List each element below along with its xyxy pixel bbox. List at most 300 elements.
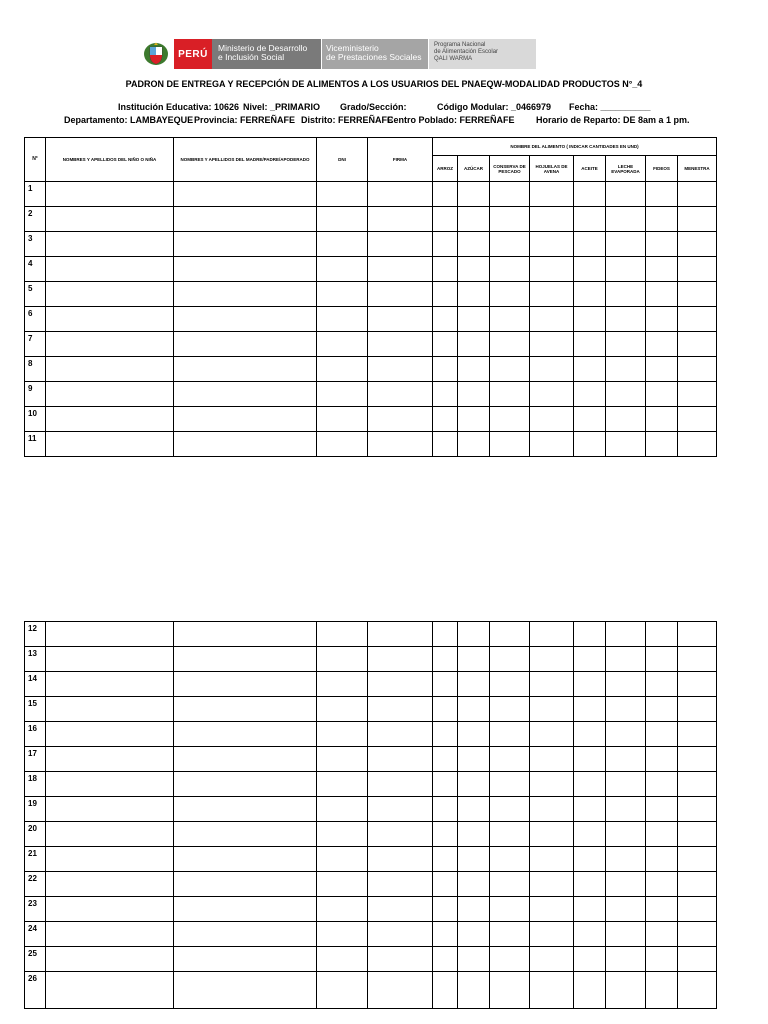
entry-cell[interactable] [433,897,458,922]
entry-cell[interactable] [317,922,368,947]
entry-cell[interactable] [433,182,458,207]
entry-cell[interactable] [317,772,368,797]
entry-cell[interactable] [458,622,490,647]
entry-cell[interactable] [678,897,717,922]
entry-cell[interactable] [317,872,368,897]
entry-cell[interactable] [574,922,606,947]
entry-cell[interactable] [646,872,678,897]
entry-cell[interactable] [530,972,574,1009]
entry-cell[interactable] [46,922,174,947]
entry-cell[interactable] [458,897,490,922]
entry-cell[interactable] [368,622,433,647]
entry-cell[interactable] [490,797,530,822]
entry-cell[interactable] [458,307,490,332]
entry-cell[interactable] [174,257,317,282]
entry-cell[interactable] [458,282,490,307]
entry-cell[interactable] [574,747,606,772]
entry-cell[interactable] [678,282,717,307]
entry-cell[interactable] [46,622,174,647]
entry-cell[interactable] [606,257,646,282]
entry-cell[interactable] [174,972,317,1009]
entry-cell[interactable] [174,722,317,747]
entry-cell[interactable] [678,822,717,847]
entry-cell[interactable] [46,332,174,357]
entry-cell[interactable] [606,822,646,847]
entry-cell[interactable] [646,972,678,1009]
entry-cell[interactable] [574,232,606,257]
entry-cell[interactable] [46,257,174,282]
entry-cell[interactable] [368,232,433,257]
entry-cell[interactable] [368,407,433,432]
entry-cell[interactable] [574,622,606,647]
entry-cell[interactable] [678,797,717,822]
entry-cell[interactable] [530,822,574,847]
entry-cell[interactable] [458,847,490,872]
entry-cell[interactable] [433,207,458,232]
entry-cell[interactable] [317,182,368,207]
entry-cell[interactable] [458,357,490,382]
entry-cell[interactable] [317,897,368,922]
entry-cell[interactable] [678,407,717,432]
entry-cell[interactable] [606,622,646,647]
entry-cell[interactable] [530,307,574,332]
entry-cell[interactable] [368,307,433,332]
entry-cell[interactable] [678,332,717,357]
entry-cell[interactable] [574,207,606,232]
entry-cell[interactable] [458,822,490,847]
entry-cell[interactable] [646,257,678,282]
entry-cell[interactable] [368,282,433,307]
entry-cell[interactable] [678,232,717,257]
entry-cell[interactable] [458,797,490,822]
entry-cell[interactable] [490,722,530,747]
entry-cell[interactable] [490,822,530,847]
entry-cell[interactable] [606,672,646,697]
entry-cell[interactable] [368,382,433,407]
entry-cell[interactable] [433,922,458,947]
entry-cell[interactable] [530,332,574,357]
entry-cell[interactable] [646,822,678,847]
entry-cell[interactable] [574,382,606,407]
entry-cell[interactable] [530,432,574,457]
entry-cell[interactable] [174,382,317,407]
entry-cell[interactable] [646,747,678,772]
entry-cell[interactable] [317,947,368,972]
entry-cell[interactable] [678,207,717,232]
entry-cell[interactable] [490,922,530,947]
entry-cell[interactable] [317,232,368,257]
entry-cell[interactable] [174,947,317,972]
entry-cell[interactable] [368,257,433,282]
entry-cell[interactable] [433,672,458,697]
entry-cell[interactable] [530,647,574,672]
entry-cell[interactable] [458,872,490,897]
entry-cell[interactable] [530,257,574,282]
entry-cell[interactable] [174,922,317,947]
entry-cell[interactable] [458,407,490,432]
entry-cell[interactable] [433,847,458,872]
entry-cell[interactable] [490,282,530,307]
entry-cell[interactable] [490,897,530,922]
entry-cell[interactable] [574,332,606,357]
entry-cell[interactable] [368,872,433,897]
entry-cell[interactable] [678,672,717,697]
entry-cell[interactable] [174,282,317,307]
entry-cell[interactable] [574,822,606,847]
entry-cell[interactable] [646,722,678,747]
entry-cell[interactable] [458,672,490,697]
entry-cell[interactable] [530,722,574,747]
entry-cell[interactable] [490,182,530,207]
entry-cell[interactable] [368,697,433,722]
entry-cell[interactable] [174,207,317,232]
entry-cell[interactable] [678,432,717,457]
entry-cell[interactable] [606,722,646,747]
entry-cell[interactable] [490,697,530,722]
entry-cell[interactable] [646,207,678,232]
entry-cell[interactable] [490,432,530,457]
entry-cell[interactable] [174,872,317,897]
entry-cell[interactable] [606,947,646,972]
entry-cell[interactable] [530,847,574,872]
entry-cell[interactable] [574,797,606,822]
entry-cell[interactable] [174,647,317,672]
entry-cell[interactable] [574,697,606,722]
entry-cell[interactable] [678,257,717,282]
entry-cell[interactable] [530,772,574,797]
entry-cell[interactable] [317,747,368,772]
entry-cell[interactable] [490,332,530,357]
entry-cell[interactable] [317,357,368,382]
entry-cell[interactable] [530,897,574,922]
entry-cell[interactable] [646,772,678,797]
entry-cell[interactable] [646,897,678,922]
entry-cell[interactable] [606,357,646,382]
entry-cell[interactable] [574,772,606,797]
entry-cell[interactable] [574,182,606,207]
entry-cell[interactable] [317,432,368,457]
entry-cell[interactable] [368,182,433,207]
entry-cell[interactable] [646,622,678,647]
entry-cell[interactable] [490,232,530,257]
entry-cell[interactable] [46,972,174,1009]
entry-cell[interactable] [317,332,368,357]
entry-cell[interactable] [606,207,646,232]
entry-cell[interactable] [174,672,317,697]
entry-cell[interactable] [574,947,606,972]
entry-cell[interactable] [317,257,368,282]
entry-cell[interactable] [646,947,678,972]
entry-cell[interactable] [530,672,574,697]
entry-cell[interactable] [368,972,433,1009]
entry-cell[interactable] [433,232,458,257]
entry-cell[interactable] [433,257,458,282]
entry-cell[interactable] [490,647,530,672]
entry-cell[interactable] [368,722,433,747]
entry-cell[interactable] [530,697,574,722]
entry-cell[interactable] [433,822,458,847]
entry-cell[interactable] [174,182,317,207]
entry-cell[interactable] [174,797,317,822]
entry-cell[interactable] [530,182,574,207]
entry-cell[interactable] [678,382,717,407]
entry-cell[interactable] [490,847,530,872]
entry-cell[interactable] [433,357,458,382]
entry-cell[interactable] [46,822,174,847]
entry-cell[interactable] [317,407,368,432]
entry-cell[interactable] [46,432,174,457]
entry-cell[interactable] [46,647,174,672]
entry-cell[interactable] [433,432,458,457]
entry-cell[interactable] [317,672,368,697]
entry-cell[interactable] [606,332,646,357]
entry-cell[interactable] [317,972,368,1009]
entry-cell[interactable] [606,772,646,797]
entry-cell[interactable] [458,747,490,772]
entry-cell[interactable] [646,922,678,947]
entry-cell[interactable] [646,847,678,872]
entry-cell[interactable] [433,772,458,797]
entry-cell[interactable] [317,847,368,872]
entry-cell[interactable] [530,622,574,647]
entry-cell[interactable] [574,872,606,897]
entry-cell[interactable] [490,207,530,232]
entry-cell[interactable] [458,722,490,747]
entry-cell[interactable] [46,407,174,432]
entry-cell[interactable] [606,282,646,307]
entry-cell[interactable] [433,332,458,357]
entry-cell[interactable] [174,622,317,647]
entry-cell[interactable] [574,282,606,307]
entry-cell[interactable] [368,647,433,672]
entry-cell[interactable] [646,232,678,257]
entry-cell[interactable] [317,722,368,747]
entry-cell[interactable] [46,307,174,332]
entry-cell[interactable] [490,407,530,432]
entry-cell[interactable] [646,672,678,697]
entry-cell[interactable] [174,697,317,722]
entry-cell[interactable] [574,307,606,332]
entry-cell[interactable] [433,797,458,822]
entry-cell[interactable] [368,922,433,947]
entry-cell[interactable] [46,847,174,872]
entry-cell[interactable] [46,797,174,822]
entry-cell[interactable] [530,922,574,947]
entry-cell[interactable] [530,407,574,432]
entry-cell[interactable] [490,672,530,697]
entry-cell[interactable] [433,747,458,772]
entry-cell[interactable] [606,972,646,1009]
entry-cell[interactable] [490,257,530,282]
entry-cell[interactable] [317,282,368,307]
entry-cell[interactable] [46,232,174,257]
entry-cell[interactable] [530,797,574,822]
entry-cell[interactable] [174,847,317,872]
entry-cell[interactable] [368,897,433,922]
entry-cell[interactable] [368,772,433,797]
entry-cell[interactable] [46,747,174,772]
entry-cell[interactable] [646,797,678,822]
entry-cell[interactable] [458,772,490,797]
entry-cell[interactable] [646,697,678,722]
entry-cell[interactable] [678,622,717,647]
entry-cell[interactable] [606,747,646,772]
entry-cell[interactable] [433,282,458,307]
entry-cell[interactable] [46,357,174,382]
entry-cell[interactable] [574,897,606,922]
entry-cell[interactable] [606,872,646,897]
entry-cell[interactable] [530,357,574,382]
entry-cell[interactable] [606,847,646,872]
entry-cell[interactable] [458,922,490,947]
entry-cell[interactable] [174,432,317,457]
entry-cell[interactable] [458,257,490,282]
entry-cell[interactable] [678,647,717,672]
entry-cell[interactable] [46,872,174,897]
entry-cell[interactable] [368,947,433,972]
entry-cell[interactable] [606,797,646,822]
entry-cell[interactable] [530,282,574,307]
entry-cell[interactable] [174,822,317,847]
entry-cell[interactable] [317,797,368,822]
entry-cell[interactable] [646,182,678,207]
entry-cell[interactable] [606,232,646,257]
entry-cell[interactable] [317,307,368,332]
entry-cell[interactable] [490,772,530,797]
entry-cell[interactable] [46,182,174,207]
entry-cell[interactable] [606,922,646,947]
entry-cell[interactable] [678,182,717,207]
entry-cell[interactable] [458,182,490,207]
entry-cell[interactable] [530,207,574,232]
entry-cell[interactable] [574,647,606,672]
entry-cell[interactable] [46,772,174,797]
entry-cell[interactable] [368,847,433,872]
entry-cell[interactable] [678,357,717,382]
entry-cell[interactable] [46,382,174,407]
entry-cell[interactable] [574,722,606,747]
entry-cell[interactable] [574,357,606,382]
entry-cell[interactable] [646,357,678,382]
entry-cell[interactable] [174,307,317,332]
entry-cell[interactable] [458,647,490,672]
entry-cell[interactable] [490,382,530,407]
entry-cell[interactable] [574,407,606,432]
entry-cell[interactable] [458,332,490,357]
entry-cell[interactable] [490,307,530,332]
entry-cell[interactable] [368,357,433,382]
entry-cell[interactable] [368,822,433,847]
entry-cell[interactable] [646,332,678,357]
entry-cell[interactable] [606,432,646,457]
entry-cell[interactable] [646,282,678,307]
entry-cell[interactable] [574,432,606,457]
entry-cell[interactable] [678,747,717,772]
entry-cell[interactable] [606,382,646,407]
entry-cell[interactable] [606,182,646,207]
entry-cell[interactable] [458,207,490,232]
entry-cell[interactable] [174,772,317,797]
entry-cell[interactable] [433,972,458,1009]
entry-cell[interactable] [530,232,574,257]
entry-cell[interactable] [458,947,490,972]
entry-cell[interactable] [433,307,458,332]
entry-cell[interactable] [174,232,317,257]
entry-cell[interactable] [646,307,678,332]
entry-cell[interactable] [46,282,174,307]
entry-cell[interactable] [646,432,678,457]
entry-cell[interactable] [433,382,458,407]
entry-cell[interactable] [574,257,606,282]
entry-cell[interactable] [174,747,317,772]
entry-cell[interactable] [490,357,530,382]
entry-cell[interactable] [678,772,717,797]
entry-cell[interactable] [606,897,646,922]
entry-cell[interactable] [174,357,317,382]
entry-cell[interactable] [574,672,606,697]
entry-cell[interactable] [646,407,678,432]
entry-cell[interactable] [174,332,317,357]
entry-cell[interactable] [606,407,646,432]
entry-cell[interactable] [458,432,490,457]
entry-cell[interactable] [678,922,717,947]
entry-cell[interactable] [490,972,530,1009]
entry-cell[interactable] [646,647,678,672]
entry-cell[interactable] [678,722,717,747]
entry-cell[interactable] [678,972,717,1009]
entry-cell[interactable] [46,897,174,922]
entry-cell[interactable] [678,847,717,872]
entry-cell[interactable] [368,672,433,697]
entry-cell[interactable] [46,947,174,972]
entry-cell[interactable] [574,847,606,872]
entry-cell[interactable] [458,697,490,722]
entry-cell[interactable] [433,947,458,972]
entry-cell[interactable] [606,307,646,332]
entry-cell[interactable] [433,407,458,432]
entry-cell[interactable] [458,232,490,257]
entry-cell[interactable] [46,672,174,697]
entry-cell[interactable] [368,207,433,232]
entry-cell[interactable] [317,207,368,232]
entry-cell[interactable] [368,332,433,357]
entry-cell[interactable] [317,697,368,722]
entry-cell[interactable] [317,822,368,847]
entry-cell[interactable] [368,432,433,457]
entry-cell[interactable] [368,797,433,822]
entry-cell[interactable] [678,307,717,332]
entry-cell[interactable] [490,947,530,972]
entry-cell[interactable] [174,897,317,922]
entry-cell[interactable] [530,872,574,897]
entry-cell[interactable] [433,647,458,672]
entry-cell[interactable] [458,382,490,407]
entry-cell[interactable] [433,622,458,647]
entry-cell[interactable] [530,747,574,772]
entry-cell[interactable] [368,747,433,772]
entry-cell[interactable] [490,872,530,897]
entry-cell[interactable] [530,382,574,407]
entry-cell[interactable] [678,947,717,972]
entry-cell[interactable] [606,697,646,722]
entry-cell[interactable] [174,407,317,432]
entry-cell[interactable] [433,697,458,722]
entry-cell[interactable] [46,207,174,232]
entry-cell[interactable] [530,947,574,972]
entry-cell[interactable] [433,872,458,897]
entry-cell[interactable] [490,747,530,772]
entry-cell[interactable] [646,382,678,407]
